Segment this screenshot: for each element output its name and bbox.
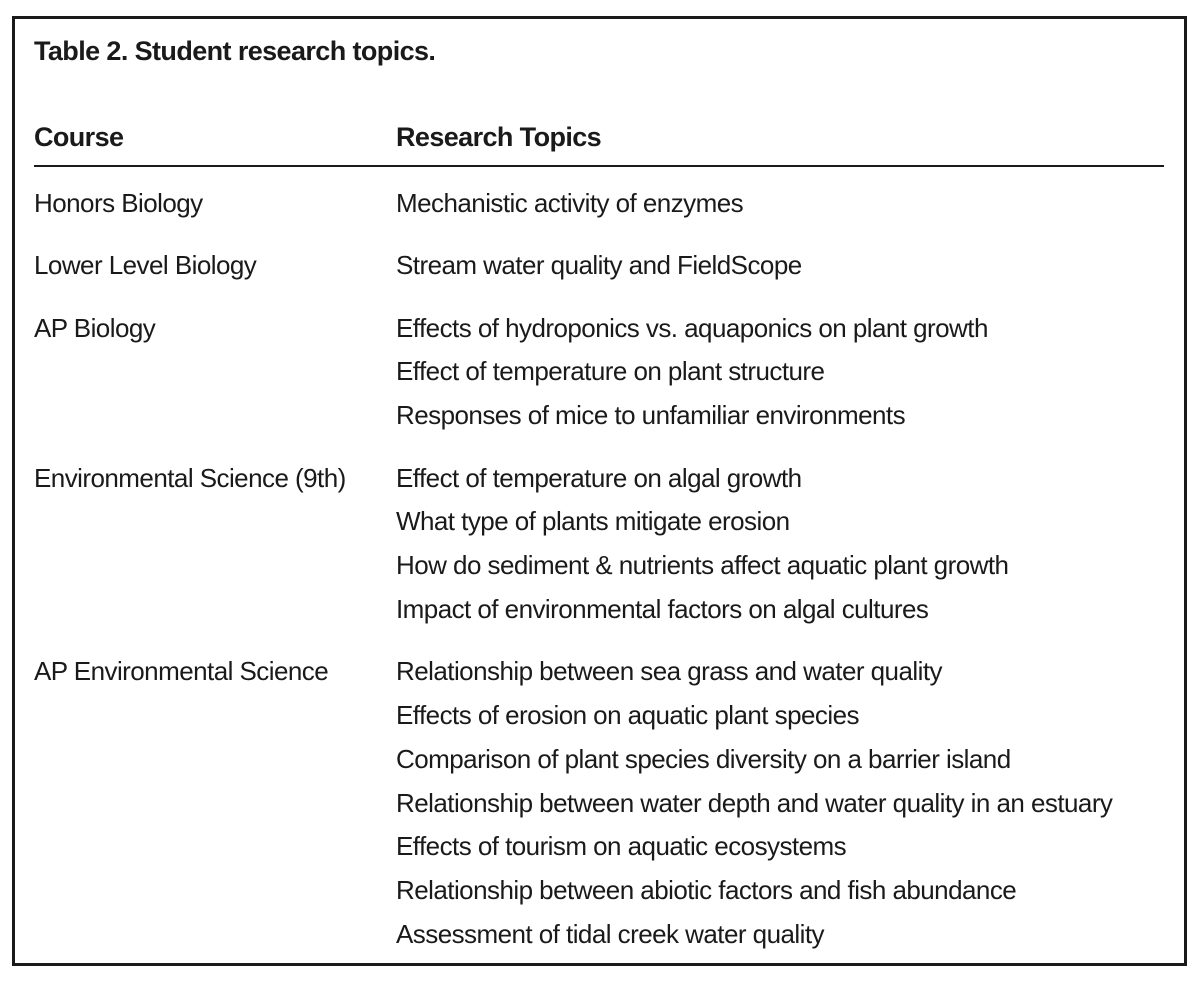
topic-cell: Mechanistic activity of enzymes [396, 188, 744, 218]
header-rule [34, 165, 1164, 167]
course-cell: Lower Level Biology [34, 250, 257, 280]
topic-cell: Stream water quality and FieldScope [396, 250, 802, 280]
topic-cell: Comparison of plant species diversity on a barrier island [396, 744, 1011, 774]
topic-cell: Assessment of tidal creek water quality [396, 919, 824, 949]
column-header-course: Course [34, 122, 124, 152]
topic-cell: What type of plants mitigate erosion [396, 506, 790, 536]
table-title: Table 2. Student research topics. [34, 36, 436, 66]
column-header-topics: Research Topics [396, 122, 602, 152]
topic-cell: Relationship between abiotic factors and fish abundance [396, 875, 1017, 905]
topic-cell: Effects of erosion on aquatic plant species [396, 700, 859, 730]
topic-cell: Effect of temperature on algal growth [396, 463, 802, 493]
course-cell: Honors Biology [34, 188, 203, 218]
course-cell: Environmental Science (9th) [34, 463, 346, 493]
topic-cell: Effects of hydroponics vs. aquaponics on plant growth [396, 313, 988, 343]
topic-cell: Effect of temperature on plant structure [396, 356, 825, 386]
topic-cell: Responses of mice to unfamiliar environments [396, 400, 906, 430]
topic-cell: Effects of tourism on aquatic ecosystems [396, 831, 847, 861]
topic-cell: Relationship between water depth and water quality in an estuary [396, 788, 1113, 818]
topic-cell: Impact of environmental factors on algal cultures [396, 594, 929, 624]
topic-cell: Relationship between sea grass and water quality [396, 656, 942, 686]
course-cell: AP Biology [34, 313, 156, 343]
course-cell: AP Environmental Science [34, 656, 329, 686]
topic-cell: How do sediment & nutrients affect aquatic plant growth [396, 550, 1009, 580]
